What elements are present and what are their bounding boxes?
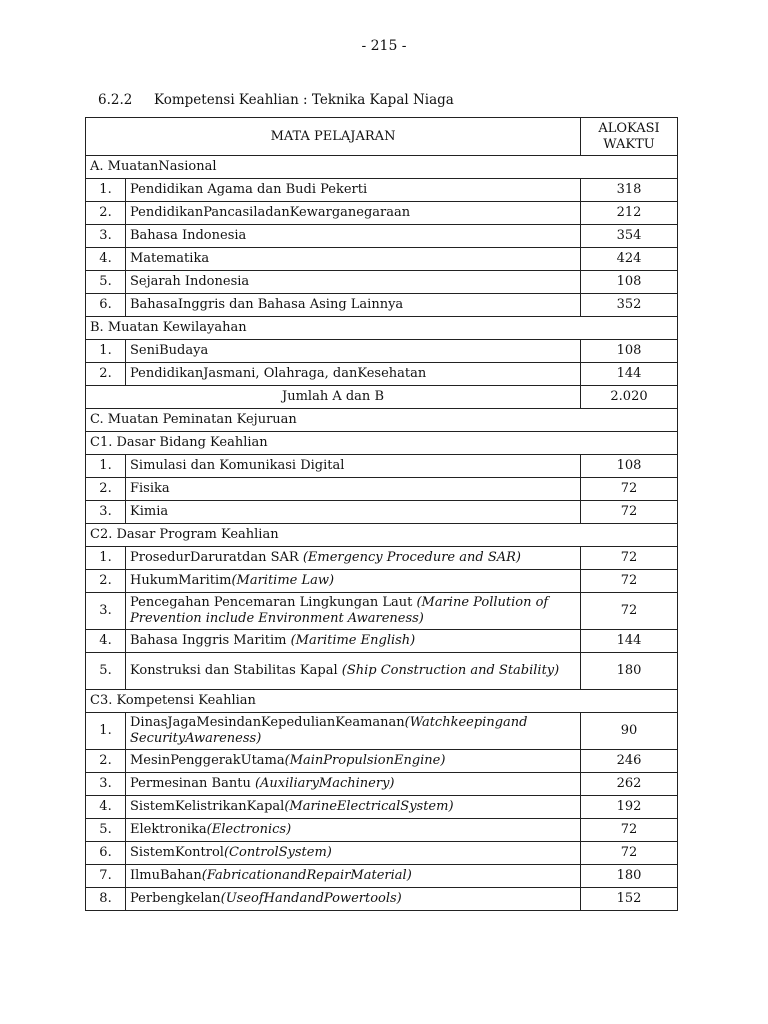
subject-cell [126,750,581,773]
table-row [86,179,678,202]
section-title-c3: C3. Kompetensi Keahlian [86,690,678,713]
row-number: 1. [86,547,126,570]
table-row [86,248,678,271]
subject-english-name: (Maritime Law) [231,573,335,588]
section-c1-rows [86,455,678,524]
subject-name: Matematika [130,251,210,266]
row-number: 5. [86,271,126,294]
row-number: 4. [86,796,126,819]
total-label: Jumlah A dan B [86,386,581,409]
subject-name: Bahasa Inggris Maritim [130,633,291,648]
table-row [86,271,678,294]
table-row [86,570,678,593]
time-allocation: 72 [581,819,678,842]
row-number: 2. [86,363,126,386]
subject-english-name: (Maritime English) [290,633,416,648]
subject-english-name: (MainPropulsionEngine) [284,753,446,768]
table-row [86,819,678,842]
table-row [86,478,678,501]
subject-name: HukumMaritim [130,573,232,588]
section-c2-rows [86,547,678,690]
table-row [86,294,678,317]
time-allocation: 180 [581,865,678,888]
subject-name: SeniBudaya [130,343,209,358]
subject-cell [126,773,581,796]
subject-cell [126,478,581,501]
table-row [86,713,678,750]
subject-cell [126,842,581,865]
section-title-a: A. MuatanNasional [86,156,678,179]
time-allocation: 108 [581,340,678,363]
subject-cell [126,248,581,271]
subject-name: PendidikanPancasiladanKewarganegaraan [130,205,411,220]
subject-name: BahasaInggris dan Bahasa Asing Lainnya [130,297,404,312]
table-row [86,842,678,865]
subject-name: DinasJagaMesindanKepedulianKeamanan [130,715,405,730]
row-number: 4. [86,248,126,271]
subject-name: IlmuBahan [130,868,202,883]
section-title-c2: C2. Dasar Program Keahlian [86,524,678,547]
time-allocation: 246 [581,750,678,773]
subject-english-name: (UseofHandandPowertools) [220,891,402,906]
subject-cell [126,653,581,690]
table-row [86,653,678,690]
section-c3-rows [86,713,678,911]
table-row [86,225,678,248]
time-allocation: 72 [581,501,678,524]
subject-cell [126,340,581,363]
row-number: 2. [86,478,126,501]
subject-name: Elektronika [130,822,207,837]
subject-name: MesinPenggerakUtama [130,753,285,768]
time-allocation: 352 [581,294,678,317]
table-row [86,340,678,363]
subject-cell [126,271,581,294]
row-number: 3. [86,225,126,248]
row-number: 5. [86,819,126,842]
row-number: 6. [86,294,126,317]
time-allocation: 144 [581,363,678,386]
header-subject: MATA PELAJARAN [86,118,581,156]
row-number: 3. [86,773,126,796]
subject-name: PendidikanJasmani, Olahraga, danKesehatan [130,366,427,381]
subject-cell [126,593,581,630]
time-allocation: 108 [581,271,678,294]
time-allocation: 72 [581,593,678,630]
row-number: 4. [86,630,126,653]
subject-name: Pendidikan Agama dan Budi Pekerti [130,182,368,197]
row-number: 1. [86,455,126,478]
subject-cell [126,713,581,750]
time-allocation: 144 [581,630,678,653]
time-allocation: 152 [581,888,678,911]
table-row [86,750,678,773]
row-number: 7. [86,865,126,888]
subject-cell [126,865,581,888]
section-title-c: C. Muatan Peminatan Kejuruan [86,409,678,432]
subject-name: Pencegahan Pencemaran Lingkungan Laut [130,595,417,610]
time-allocation: 108 [581,455,678,478]
subject-name: Fisika [130,481,170,496]
subject-name: SistemKontrol [130,845,224,860]
subject-cell [126,819,581,842]
row-number: 2. [86,202,126,225]
row-number: 8. [86,888,126,911]
table-row [86,363,678,386]
section-b-rows [86,340,678,386]
row-number: 3. [86,593,126,630]
time-allocation: 354 [581,225,678,248]
section-number: 6.2.2 [98,92,133,108]
section-title-b: B. Muatan Kewilayahan [86,317,678,340]
subject-english-name: (Electronics) [206,822,292,837]
curriculum-table [85,117,678,911]
row-number: 1. [86,340,126,363]
subject-cell [126,570,581,593]
subject-cell [126,630,581,653]
table-row [86,630,678,653]
subject-cell [126,796,581,819]
total-row [86,386,678,409]
time-allocation: 192 [581,796,678,819]
subject-cell [126,363,581,386]
time-allocation: 72 [581,478,678,501]
section-a-rows [86,179,678,317]
subject-name: Sejarah Indonesia [130,274,250,289]
subject-name: Kimia [130,504,169,519]
subject-cell [126,547,581,570]
time-allocation: 212 [581,202,678,225]
time-allocation: 262 [581,773,678,796]
page-number: - 215 - [361,38,407,54]
subject-name: Permesinan Bantu [130,776,255,791]
section-title-c1: C1. Dasar Bidang Keahlian [86,432,678,455]
row-number: 1. [86,179,126,202]
subject-english-name: (Ship Construction and Stability) [341,663,560,678]
table-row [86,455,678,478]
table-row [86,865,678,888]
subject-cell [126,202,581,225]
row-number: 2. [86,570,126,593]
time-allocation: 72 [581,842,678,865]
row-number: 5. [86,653,126,690]
subject-name: Konstruksi dan Stabilitas Kapal [130,663,342,678]
subject-english-name: (MarineElectricalSystem) [284,799,454,814]
subject-cell [126,501,581,524]
section-heading [98,92,454,108]
subject-cell [126,225,581,248]
subject-cell [126,294,581,317]
subject-english-name: (ControlSystem) [223,845,332,860]
table-row [86,202,678,225]
table-row [86,796,678,819]
time-allocation: 72 [581,547,678,570]
table-row [86,888,678,911]
row-number: 3. [86,501,126,524]
time-allocation: 180 [581,653,678,690]
subject-cell [126,179,581,202]
subject-name: Perbengkelan [130,891,221,906]
table-row [86,547,678,570]
row-number: 2. [86,750,126,773]
subject-english-name: (Emergency Procedure and SAR) [302,550,521,565]
subject-english-name: (AuxiliaryMachinery) [254,776,395,791]
total-value: 2.020 [581,386,678,409]
header-time: ALOKASI WAKTU [581,118,678,156]
time-allocation: 72 [581,570,678,593]
time-allocation: 424 [581,248,678,271]
section-title: Kompetensi Keahlian : Teknika Kapal Niaga [154,92,454,108]
subject-name: Simulasi dan Komunikasi Digital [130,458,345,473]
subject-english-name: (Watchkeepingand SecurityAwareness) [130,715,528,746]
table-row [86,501,678,524]
time-allocation: 318 [581,179,678,202]
table-row [86,773,678,796]
row-number: 1. [86,713,126,750]
table-row [86,593,678,630]
subject-name: SistemKelistrikanKapal [130,799,285,814]
subject-name: ProsedurDaruratdan SAR [130,550,303,565]
time-allocation: 90 [581,713,678,750]
subject-english-name: (FabricationandRepairMaterial) [201,868,412,883]
subject-cell [126,455,581,478]
subject-name: Bahasa Indonesia [130,228,247,243]
subject-english-name: (Marine Pollution of Prevention include Environment Awareness) [130,595,549,626]
row-number: 6. [86,842,126,865]
subject-cell [126,888,581,911]
